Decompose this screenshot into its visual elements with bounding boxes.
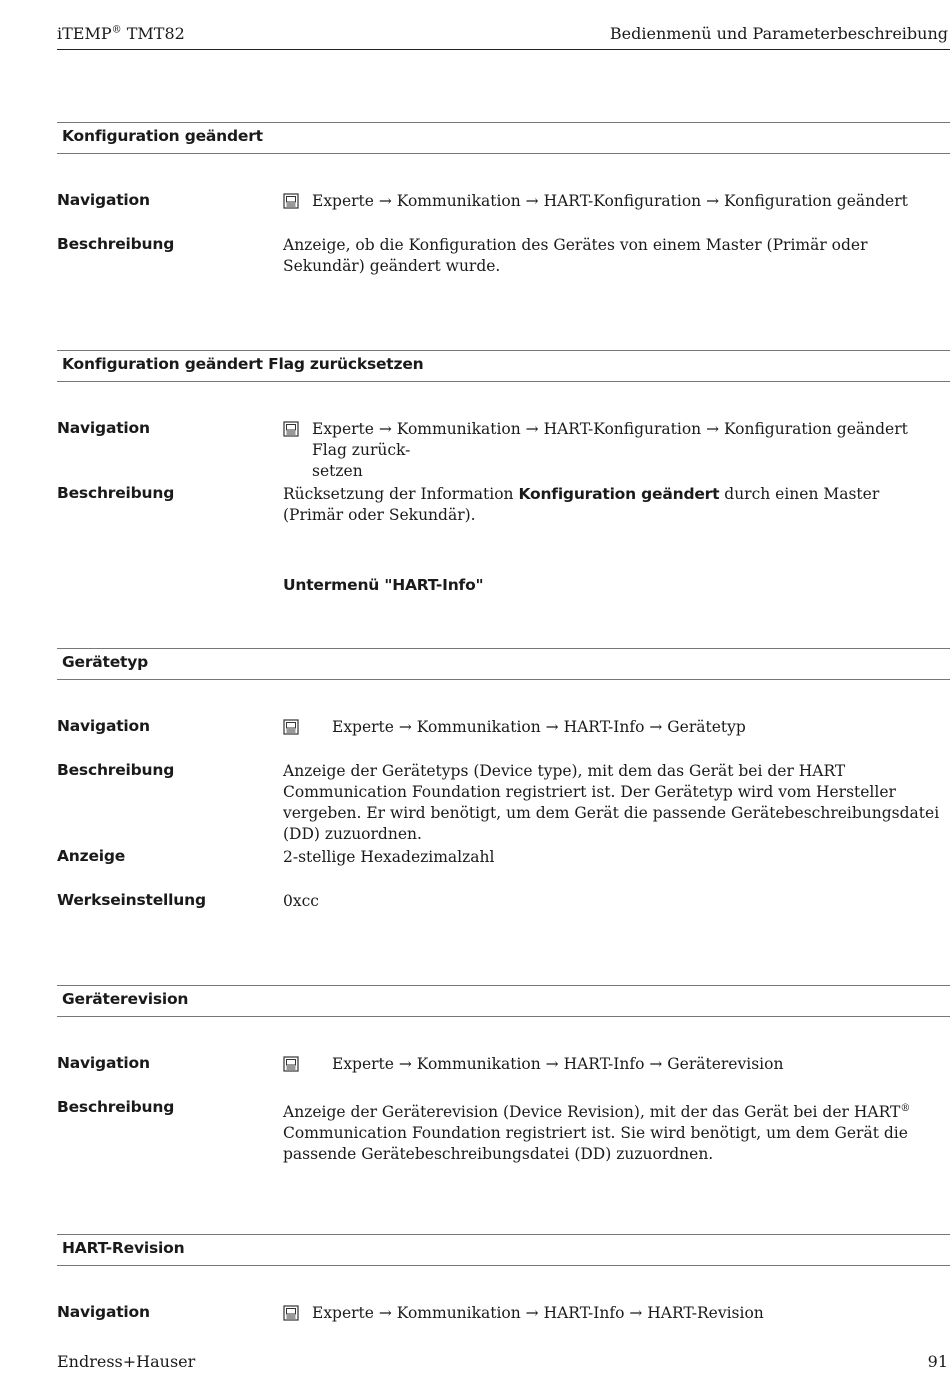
product-model: TMT82 bbox=[126, 24, 185, 43]
navigation-path-text: Experte → Kommunikation → HART-Konfiguration → Konfiguration geändert Flag zurück- bbox=[312, 420, 908, 459]
submenu-heading: Untermenü "HART-Info" bbox=[283, 576, 484, 594]
section-header-hart-revision bbox=[57, 1234, 950, 1266]
description-text: Anzeige der Gerätetyps (Device type), mit dem das Gerät bei der HART Communication Foundation registriert ist. Der Gerätetyp wird vom Hersteller vergeben. Er wird benötigt, um dem Gerät die passende Gerätebeschreibungsdatei (DD) zuzuordnen. bbox=[283, 762, 940, 843]
section-header-konfiguration-geaendert bbox=[57, 122, 950, 154]
section-header-geraeterevision bbox=[57, 985, 950, 1017]
registered-mark: ® bbox=[900, 1103, 911, 1114]
beschreibung-label: Beschreibung bbox=[57, 484, 175, 502]
document-header-product bbox=[57, 24, 185, 43]
device-menu-icon bbox=[283, 193, 299, 209]
description-text bbox=[283, 1098, 940, 1165]
header-divider bbox=[57, 49, 950, 50]
beschreibung-label: Beschreibung bbox=[57, 761, 175, 779]
navigation-label: Navigation bbox=[57, 191, 150, 209]
device-menu-icon bbox=[283, 719, 299, 735]
parameter-reference: Konfiguration geändert bbox=[518, 485, 720, 503]
document-header-section: Bedienmenü und Parameterbeschreibung bbox=[609, 24, 948, 43]
navigation-path bbox=[283, 419, 940, 482]
section-title: Konfiguration geändert bbox=[62, 127, 263, 145]
registered-mark: ® bbox=[111, 24, 122, 36]
device-menu-icon bbox=[283, 1305, 299, 1321]
werkseinstellung-label: Werkseinstellung bbox=[57, 891, 206, 909]
section-header-geraetetyp bbox=[57, 648, 950, 680]
description-text bbox=[283, 484, 940, 526]
navigation-path bbox=[283, 1054, 940, 1075]
description-text: Anzeige, ob die Konfiguration des Gerätes von einem Master (Primär oder Sekundär) geändert wurde. bbox=[283, 236, 868, 275]
section-header-flag-zuruecksetzen bbox=[57, 350, 950, 382]
description-text-pre: Anzeige der Geräterevision (Device Revision), mit der das Gerät bei der HART bbox=[283, 1103, 901, 1122]
section-title: Konfiguration geändert Flag zurücksetzen bbox=[62, 355, 424, 373]
section-title: HART-Revision bbox=[62, 1239, 185, 1257]
device-menu-icon bbox=[283, 421, 299, 437]
navigation-path-text: Experte → Kommunikation → HART-Info → HART-Revision bbox=[312, 1304, 764, 1322]
navigation-label: Navigation bbox=[57, 1054, 150, 1072]
anzeige-label: Anzeige bbox=[57, 847, 126, 865]
beschreibung-label: Beschreibung bbox=[57, 1098, 175, 1116]
beschreibung-label: Beschreibung bbox=[57, 235, 175, 253]
navigation-path bbox=[283, 717, 940, 738]
description-text-post: durch einen Master (Primär oder Sekundär). bbox=[283, 485, 880, 524]
description-text-post: Communication Foundation registriert ist. Sie wird benötigt, um dem Gerät die passende Gerätebeschreibungsdatei (DD) zuzuordnen. bbox=[283, 1124, 908, 1164]
navigation-label: Navigation bbox=[57, 1303, 150, 1321]
navigation-path bbox=[283, 1303, 940, 1324]
product-prefix: iTEMP bbox=[57, 24, 112, 43]
page-number: 91 bbox=[927, 1352, 948, 1371]
footer-company: Endress+Hauser bbox=[57, 1352, 196, 1371]
section-title: Gerätetyp bbox=[62, 653, 149, 671]
anzeige-value: 2-stellige Hexadezimalzahl bbox=[283, 848, 495, 866]
navigation-label: Navigation bbox=[57, 717, 150, 735]
navigation-path-continuation: setzen bbox=[312, 462, 363, 480]
navigation-path-text: Experte → Kommunikation → HART-Info → Geräterevision bbox=[332, 1055, 784, 1073]
werkseinstellung-value: 0xcc bbox=[283, 892, 319, 910]
navigation-path bbox=[283, 191, 940, 212]
description-text-pre: Rücksetzung der Information bbox=[283, 485, 519, 503]
section-title: Geräterevision bbox=[62, 990, 189, 1008]
navigation-path-text: Experte → Kommunikation → HART-Info → Gerätetyp bbox=[332, 718, 746, 736]
navigation-path-text: Experte → Kommunikation → HART-Konfiguration → Konfiguration geändert bbox=[312, 192, 908, 210]
navigation-label: Navigation bbox=[57, 419, 150, 437]
device-menu-icon bbox=[283, 1056, 299, 1072]
